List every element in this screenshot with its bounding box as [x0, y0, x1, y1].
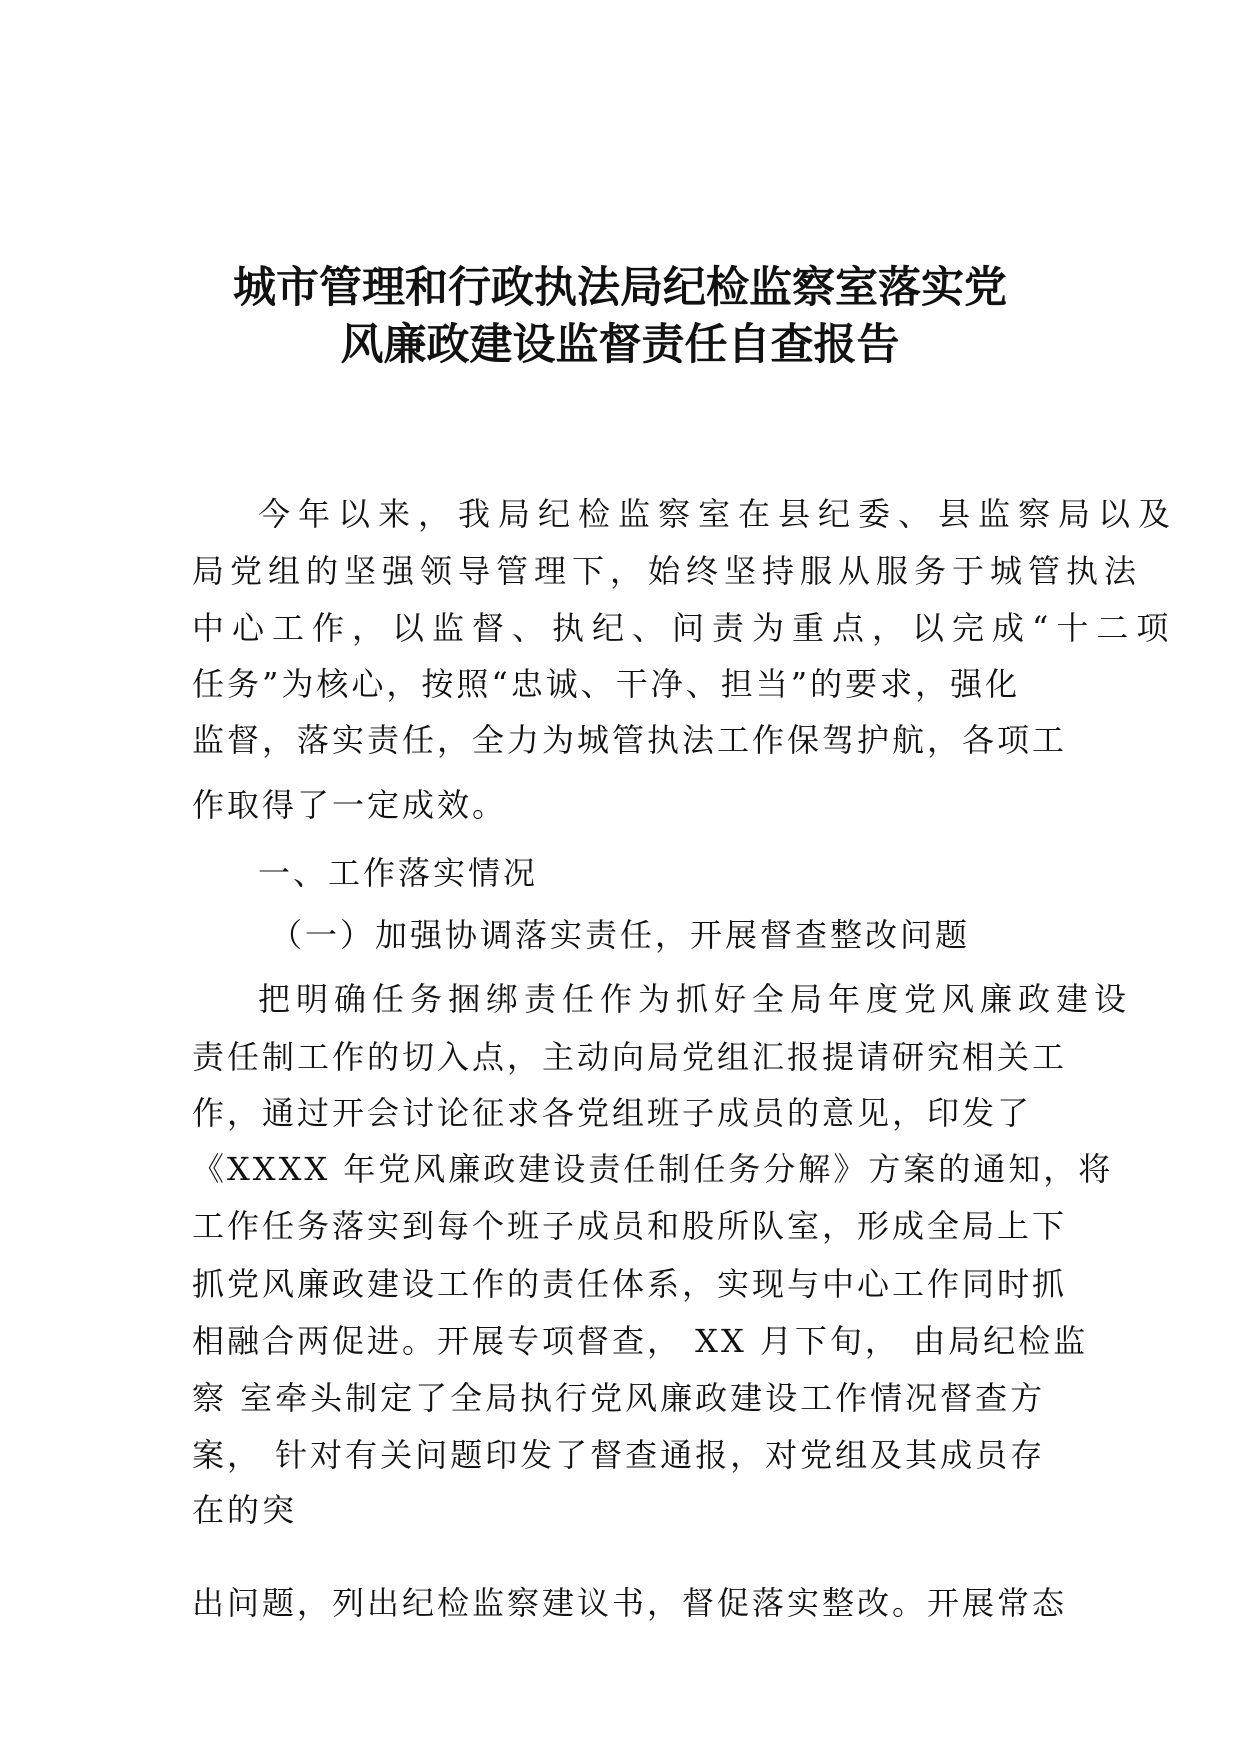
document-title-line-1: 城市管理和行政执法局纪检监察室落实党 — [233, 263, 1007, 313]
body-line-4: 《XXXX 年党风廉政建设责任制任务分解》方案的通知，将 — [192, 1150, 1114, 1188]
intro-line-4: 任务”为核心，按照“忠诚、干净、担当”的要求，强化 — [192, 665, 1021, 703]
subsection-heading: （一）加强协调落实责任，开展督查整改问题 — [270, 916, 971, 954]
body-line-2: 责任制工作的切入点，主动向局党组汇报提请研究相关工 — [192, 1038, 1068, 1076]
body-line-1: 把明确任务捆绑责任作为抓好全局年度党风廉政建设 — [258, 980, 1133, 1018]
intro-line-5: 监督，落实责任，全力为城管执法工作保驾护航，各项工 — [192, 721, 1068, 759]
body-line-11: 出问题，列出纪检监察建议书，督促落实整改。开展常态 — [192, 1584, 1068, 1622]
section-heading: 一、工作落实情况 — [258, 854, 539, 892]
body-line-6: 抓党风廉政建设工作的责任体系，实现与中心工作同时抓 — [192, 1265, 1068, 1303]
body-line-9: 案， 针对有关问题印发了督查通报，对党组及其成员存 — [192, 1436, 1046, 1474]
intro-line-3: 中心工作，以监督、执纪、问责为重点，以完成“十二项 — [192, 609, 1177, 647]
intro-line-1: 今年以来，我局纪检监察室在县纪委、县监察局以及 — [258, 495, 1179, 533]
body-line-8: 察 室牵头制定了全局执行党风廉政建设工作情况督查方 — [192, 1379, 1046, 1417]
intro-line-2: 局党组的坚强领导管理下，始终坚持服从服务于城管执法 — [192, 552, 1143, 590]
body-line-7: 相融合两促进。开展专项督查， XX 月下旬， 由局纪检监 — [192, 1322, 1089, 1360]
body-line-5: 工作任务落实到每个班子成员和股所队室，形成全局上下 — [192, 1207, 1068, 1245]
body-line-3: 作，通过开会讨论征求各党组班子成员的意见，印发了 — [192, 1094, 1033, 1132]
body-line-10: 在的突 — [192, 1491, 298, 1529]
document-title-line-2: 风廉政建设监督责任自查报告 — [340, 320, 900, 370]
intro-line-6: 作取得了一定成效。 — [192, 786, 508, 824]
